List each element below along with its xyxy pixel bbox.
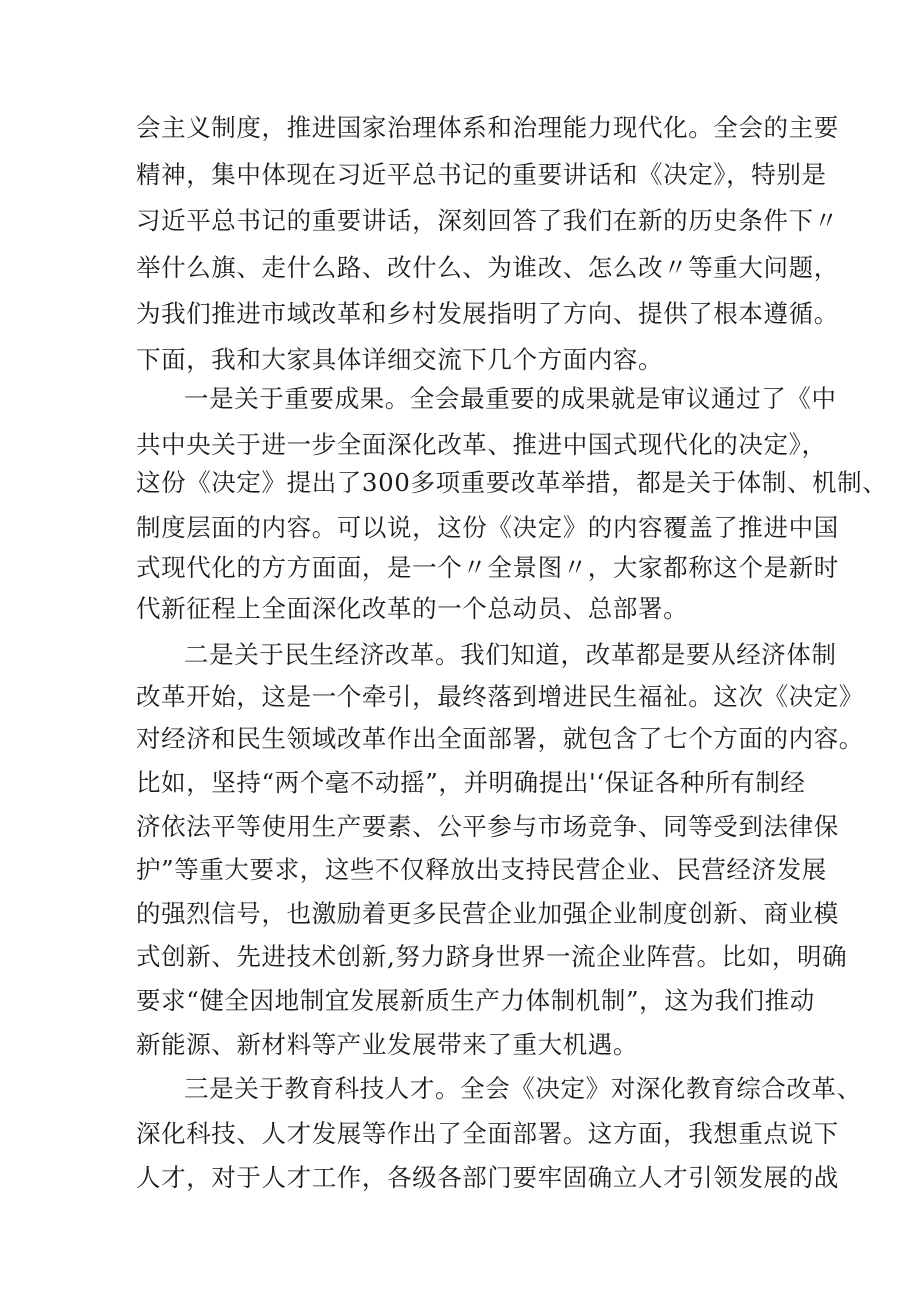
text-line: 会主义制度，推进国家治理体系和治理能力现代化。全会的主要 xyxy=(136,113,839,142)
text-line: 制度层面的内容。可以说，这份《决定》的内容覆盖了推进中国 xyxy=(136,513,839,542)
text-line: 举什么旗、走什么路、改什么、为谁改、怎么改〃等重大问题， xyxy=(136,253,839,282)
text-line: 式现代化的方方面面，是一个〃全景图〃，大家都称这个是新时 xyxy=(136,553,839,582)
text-line: 二是关于民生经济改革。我们知道，改革都是要从经济体制 xyxy=(184,640,837,669)
text-line: 这份《决定》提出了300多项重要改革举措，都是关于体制、机制、 xyxy=(136,468,888,497)
text-line: 的强烈信号，也激励着更多民营企业加强企业制度创新、商业模 xyxy=(136,899,839,928)
text-line: 深化科技、人才发展等作出了全面部署。这方面，我想重点说下 xyxy=(136,1119,839,1148)
text-line: 精神，集中体现在习近平总书记的重要讲话和《决定》，特别是 xyxy=(136,160,827,189)
text-line: 要求“健全因地制宜发展新质生产力体制机制”，这为我们推动 xyxy=(136,986,815,1015)
text-line: 新能源、新材料等产业发展带来了重大机遇。 xyxy=(136,1030,638,1059)
text-line: 下面，我和大家具体详细交流下几个方面内容。 xyxy=(136,345,664,374)
text-line: 比如，坚持“两个毫不动摇”，并明确提出'‘保证各种所有制经 xyxy=(136,768,806,797)
text-line: 代新征程上全面深化改革的一个总动员、总部署。 xyxy=(136,594,689,623)
text-line: 三是关于教育科技人才。全会《决定》对深化教育综合改革、 xyxy=(184,1074,862,1103)
text-line: 共中央关于进一步全面深化改革、推进中国式现代化的决定》， xyxy=(136,430,827,459)
text-line: 习近平总书记的重要讲话，深刻回答了我们在新的历史条件下〃 xyxy=(136,206,839,235)
text-line: 为我们推进市域改革和乡村发展指明了方向、提供了根本遵循。 xyxy=(136,299,839,328)
text-line: 一是关于重要成果。全会最重要的成果就是审议通过了《中 xyxy=(184,384,837,413)
text-line: 改革开始，这是一个牵引，最终落到增进民生福祉。这次《决定》 xyxy=(136,682,864,711)
text-line: 对经济和民生领域改革作出全面部署，就包含了七个方面的内容。 xyxy=(136,724,864,753)
text-line: 护”等重大要求，这些不仅释放出支持民营企业、民营经济发展 xyxy=(136,855,827,884)
text-line: 式创新、先进技术创新,努力跻身世界一流企业阵营。比如，明确 xyxy=(136,942,848,971)
text-line: 人才，对于人才工作，各级各部门要牢固确立人才引领发展的战 xyxy=(136,1163,839,1192)
text-line: 济依法平等使用生产要素、公平参与市场竞争、同等受到法律保 xyxy=(136,812,839,841)
